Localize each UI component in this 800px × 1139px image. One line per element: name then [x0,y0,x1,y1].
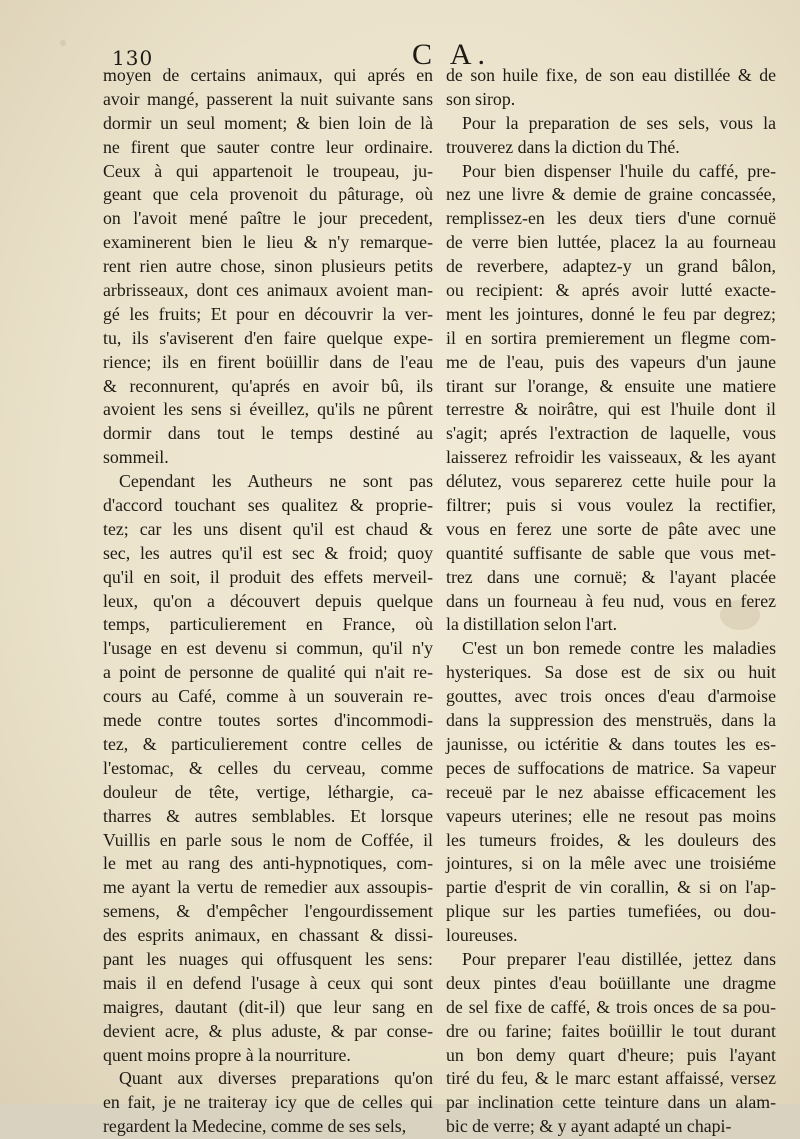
text-line: tu, ils s'aviserent d'en faire quelque expe- [103,327,433,348]
text-line: d'accord touchant ses qualitez & proprie- [103,495,433,516]
text-line: gouttes, avec trois onces d'eau d'armoise [446,686,776,707]
text-line: devient acre, & plus aduste, & par conse- [103,1020,433,1041]
text-line: avoir mangé, passerent la nuit suivante sans [103,88,433,109]
text-line: me ayant la vertu de remedier aux assoupis- [103,877,433,898]
text-line: vous en ferez une sorte de pâte avec une [446,518,776,539]
text-line: trez dans une cornuë; & l'ayant placée [446,566,776,587]
text-line: rience; ils en firent boüillir dans de l'eau [103,351,433,372]
paper-stain [60,40,66,46]
text-line: délutez, vous separerez cette huile pour la [446,471,776,492]
text-line: tez, & particulierement contre celles de [103,733,433,754]
text-line: leux, qu'on a découvert depuis quelque [103,590,433,611]
text-line: on l'avoit mené paître le jour precedent, [103,208,433,229]
text-line: mais il en defend l'usage à ceux qui sont [103,972,433,993]
text-line: des esprits animaux, en chassant & dissi- [103,925,433,946]
running-head: C A. [412,38,492,71]
text-line: dormir dans tout le temps destiné au [103,423,433,444]
text-line: avoient les sens si éveillez, qu'ils ne pûrent [103,399,433,420]
text-line: C'est un bon remede contre les maladies [462,638,776,659]
text-line: deux pintes d'eau boüillante une dragme [446,972,776,993]
text-line: me de l'eau, puis des vapeurs d'un jaune [446,351,776,372]
text-line: dormir un seul moment; & bien loin de là [103,112,433,133]
text-line: a point de personne de qualité qui n'ait re- [103,662,433,683]
text-line: peces de suffocations de matrice. Sa vapeur [446,757,776,778]
text-line: tez; car les uns disent qu'il est chaud & [103,518,433,539]
text-line: semens, & d'empêcher l'engourdissement [103,901,433,922]
text-line: filtrer; puis si vous voulez la rectifier, [446,495,776,516]
text-line: examinerent bien le lieu & n'y remarque- [103,232,433,253]
text-line: arbrisseaux, dont ces animaux avoient man- [103,280,433,301]
text-line: Cependant les Autheurs ne sont pas [119,471,433,492]
text-line: quantité suffisante de sable que vous met- [446,542,776,563]
text-line: Ceux à qui appartenoit le troupeau, ju- [103,160,433,181]
text-line: temps, particulierement en France, où [103,614,433,635]
text-line: ment les jointures, donné le feu par degrez; [446,303,776,324]
text-line: plique sur les parties tumefiées, ou dou- [446,901,776,922]
text-line: receuë par le nez abaisse efficacement les [446,781,776,802]
text-line: sommeil. [103,447,169,468]
text-line: trouverez dans la diction du Thé. [446,136,680,157]
text-line: Pour bien dispenser l'huile du caffé, pre- [462,160,776,181]
text-line: de verre bien luttée, placez la au fourneau [446,232,776,253]
text-line: maigres, dautant (dit-il) que leur sang en [103,996,433,1017]
text-line: nez une livre & demie de graine concassée, [446,184,776,205]
text-line: dans la suppression des menstruës, dans la [446,710,776,731]
text-line: jaunisse, ou ictéritie & dans toutes les es- [446,733,776,754]
text-line: dre ou farine; faites boüillir le tout durant [446,1020,776,1041]
text-line: jointures, si on la mêle avec une troisiéme [446,853,776,874]
text-line: quent moins propre à la nourriture. [103,1044,351,1065]
text-line: laisserez refroidir les vaisseaux, & les ayant [446,447,776,468]
text-line: tirant sur l'orange, & ensuite une matiere [446,375,776,396]
text-line: de sel fixe de caffé, & trois onces de sa pou- [446,996,776,1017]
text-line: l'estomac, & celles du cerveau, comme [103,757,433,778]
text-line: & reconnurent, qu'aprés en avoir bû, ils [103,375,433,396]
text-line: ou recipient: & aprés avoir lutté exacte- [446,280,776,301]
text-line: qu'il en soit, il produit des effets merveil- [103,566,433,587]
text-line: regardent la Medecine, comme de ses sels, [103,1116,407,1137]
text-line: remplissez-en les deux tiers d'une cornuë [446,208,776,229]
right-column [446,64,776,1139]
text-line: le met au rang des anti-hypnotiques, com- [103,853,433,874]
text-line: s'agit; aprés l'extraction de laquelle, vous [446,423,776,444]
text-line: par inclination cette teinture dans un alam- [446,1092,776,1113]
text-line: Quant aux diverses preparations qu'on [119,1068,433,1089]
text-line: hysteriques. Sa dose est de six ou huit [446,662,776,683]
text-line: il en sortira premierement un flegme com- [446,327,776,348]
text-line: pant les nuages qui offusquent les sens: [103,948,433,969]
text-line: de reverbere, adaptez-y un grand bâlon, [446,256,776,277]
text-line: dans un fourneau à feu nud, vous en ferez [446,590,776,611]
text-line: cours au Café, comme à un souverain re- [103,686,433,707]
text-line: geant que cela provenoit du pâturage, où [103,184,433,205]
text-line: ne firent que sauter contre leur ordinaire. [103,136,433,157]
text-line: Vuillis en parle sous le nom de Coffée, il [103,829,433,850]
text-line: tharres & autres semblables. Et lorsque [103,805,433,826]
left-column [103,64,433,1139]
text-line: vapeurs uterines; elle ne resout pas moins [446,805,776,826]
text-line: douleur de tête, vertige, léthargie, ca- [103,781,433,802]
text-line: sec, les autres qu'il est sec & froid; quoy [103,542,433,563]
text-line: Pour la preparation de ses sels, vous la [462,112,776,133]
text-line: rent rien autre chose, sinon plusieurs petits [103,256,433,277]
text-line: partie d'esprit de vin corallin, & si on l'ap- [446,877,776,898]
text-line: bic de verre; & y ayant adapté un chapi- [446,1116,732,1137]
text-line: mede contre toutes sortes d'incommodi- [103,710,433,731]
text-line: son sirop. [446,88,516,109]
text-line: tiré du feu, & le marc estant affaissé, versez [446,1068,776,1089]
text-line: en fait, je ne traiteray icy que de celles qui [103,1092,433,1113]
text-line: loureuses. [446,925,518,946]
text-line: les tumeurs froides, & les douleurs des [446,829,776,850]
text-line: Pour preparer l'eau distillée, jettez dans [462,948,776,969]
page-number: 130 [112,46,154,70]
text-line: l'usage en est devenu si commun, qu'il n'y [103,638,433,659]
text-line: de son huile fixe, de son eau distillée & de [446,65,776,85]
text-line: un bon demy quart d'heure; puis l'ayant [446,1044,776,1065]
text-line: la distillation selon l'art. [446,614,618,635]
text-line: moyen de certains animaux, qui aprés en [103,65,433,85]
text-line: terrestre & noirâtre, qui est l'huile dont il [446,399,776,420]
text-line: gé les fruits; Et pour en découvrir la ver- [103,303,433,324]
